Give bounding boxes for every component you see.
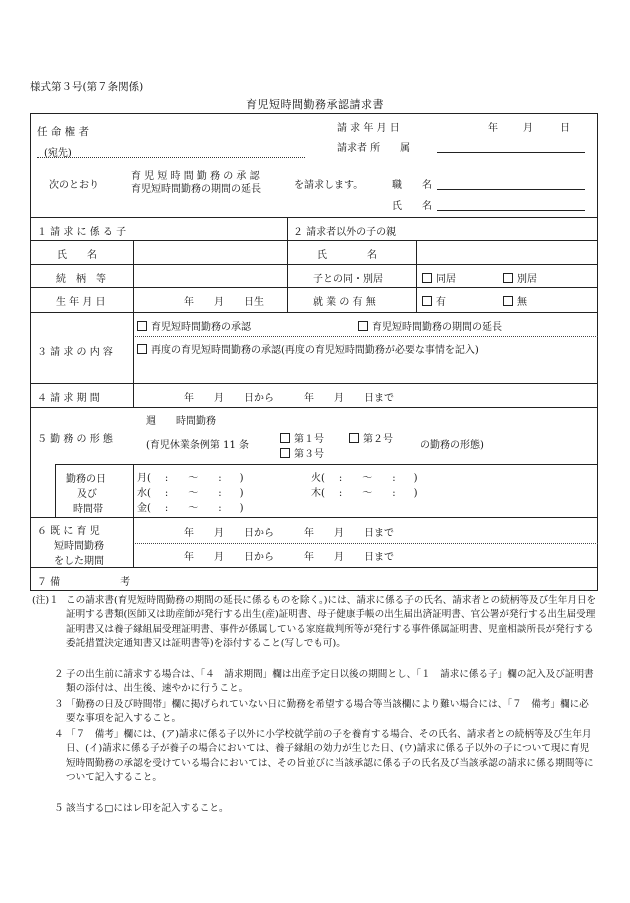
- item1-checkbox[interactable]: [280, 430, 324, 445]
- section7-label: ７ 備 考: [37, 577, 131, 588]
- section5-label: ５ 勤 務 の 形 態: [37, 434, 113, 445]
- position-label: 職 名: [392, 180, 432, 191]
- opt-extension-checkbox[interactable]: [358, 318, 502, 333]
- schedule-label-3: 時間帯: [73, 504, 103, 515]
- note-2-head: ２: [54, 669, 64, 680]
- child-birthdate-label: 生 年 月 日: [56, 297, 106, 308]
- option-extension: 育児短時間勤務の期間の延長: [131, 184, 261, 195]
- time-range: : 〜 :: [164, 488, 222, 499]
- time-range: : 〜 :: [164, 473, 222, 484]
- child-relation-label: 続 柄 等: [56, 274, 106, 285]
- employed-yes-checkbox[interactable]: [422, 293, 446, 308]
- note-5-head: ５: [54, 803, 64, 814]
- schedule-wed[interactable]: [137, 484, 244, 499]
- time-range: : 〜 :: [338, 488, 396, 499]
- cohabit-separate-checkbox[interactable]: [503, 270, 537, 285]
- affiliation-field[interactable]: [437, 152, 585, 153]
- note-1-head: (注)１: [32, 595, 59, 606]
- day-label: 木(: [311, 488, 325, 499]
- name-label: 氏 名: [392, 201, 432, 212]
- option-approval: 育 児 短 時 間 勤 務 の 承 認: [131, 171, 260, 182]
- section6-label-2: 短時間勤務: [54, 541, 104, 552]
- note-3-head: ３: [54, 699, 64, 710]
- employment-label: 就 業 の 有 無: [313, 297, 376, 308]
- schedule-label-2: 及び: [77, 489, 97, 500]
- schedule-mon[interactable]: [137, 469, 244, 484]
- day-label: 月(: [137, 473, 151, 484]
- affiliation-label: 請求者 所 属: [337, 143, 411, 154]
- note-1: この請求書(育児短時間勤務の期間の延長に係るものを除く。)には、請求に係る子の氏名、請求者との続柄等及び生年月日を証明する書類(医師又は助産師が発行する出生(産)証明書、母子健康手帳の出生届出済証明書、官公署が発行する出生届受理証明書又は養子縁組届受理証明書、事件が係属している家庭裁判所等が発行する事件係属証明書、児童相談所長が発行する委託措置決定通知書又は証明書等)を添付すること(写しでも可)。: [66, 595, 597, 649]
- child-birthdate-value: 年 月 日生: [184, 297, 264, 308]
- schedule-thu[interactable]: [311, 484, 418, 499]
- section2-title: ２ 請求者以外の子の親: [293, 227, 397, 238]
- prior-period-1: 年 月 日から 年 月 日まで: [184, 528, 394, 539]
- prior-period-2: 年 月 日から 年 月 日まで: [184, 552, 394, 563]
- day-close: ): [413, 473, 418, 484]
- day-close: ): [239, 473, 244, 484]
- time-range: : 〜 :: [338, 473, 396, 484]
- section3-label: ３ 請 求 の 内 容: [37, 347, 113, 358]
- schedule-label-1: 勤務の日: [66, 474, 106, 485]
- form-suffix: の勤務の形態): [420, 440, 484, 451]
- note-3: 「勤務の日及び時間帯」欄に掲げられていない日に勤務を希望する場合等当該欄により難い場合には、「７ 備考」欄に必要な事項を記入すること。: [66, 699, 589, 725]
- weekly-hours: 週 時間勤務: [146, 416, 216, 427]
- page-title: 育児短時間勤務承認請求書: [246, 98, 384, 111]
- request-month: 月: [523, 123, 533, 134]
- authority-label: 任 命 権 者: [37, 126, 90, 138]
- note-2: 子の出生前に請求する場合は、「４ 請求期間」欄は出産予定日以後の期間とし、「１ 請求に係る子」欄の記入及び証明書類の添付は、出生後、速やかに行うこと。: [66, 669, 594, 695]
- section4-label: ４ 請 求 期 間: [37, 393, 100, 404]
- day-close: ): [239, 488, 244, 499]
- cohabit-separate-label: 別居: [517, 274, 537, 285]
- note-4: 「７ 備考」欄には、(ア)請求に係る子以外に小学校就学前の子を養育する場合、その氏名、請求者との続柄等及び生年月日、(イ)請求に係る子が養子の場合においては、養子縁組の効力が生じた日、(ウ)請求に係る子以外の子について現に育児短時間勤務の承認を受けている場合においては、その旨並びに当該承認に係る子の氏名及び当該承認の請求に係る期間等について記入すること。: [66, 729, 594, 783]
- item3-label: 第３号: [294, 449, 324, 460]
- cohabit-same-label: 同居: [436, 274, 456, 285]
- day-label: 金(: [137, 503, 151, 514]
- schedule-fri[interactable]: [137, 499, 244, 514]
- other-parent-name-label: 氏 名: [317, 250, 377, 261]
- position-field[interactable]: [437, 189, 585, 190]
- section1-title: １ 請 求 に 係 る 子: [37, 227, 127, 238]
- form-id: 様式第３号(第７条関係): [30, 81, 144, 93]
- note-5: 該当する□にはレ印を記入すること。: [66, 803, 229, 814]
- section6-label-1: ６ 既 に 育 児: [37, 526, 100, 537]
- cohabit-same-checkbox[interactable]: [422, 270, 456, 285]
- item2-label: 第２号: [363, 434, 393, 445]
- day-label: 火(: [311, 473, 325, 484]
- ordinance-ref: (育児休業条例第 11 条: [146, 440, 249, 451]
- opt-reapproval-label: 再度の育児短時間勤務の承認(再度の育児短時間勤務が必要な事情を記入): [151, 345, 479, 356]
- employed-yes-label: 有: [436, 297, 446, 308]
- opt-reapproval-checkbox[interactable]: [137, 341, 479, 356]
- item3-checkbox[interactable]: [280, 445, 324, 460]
- request-date-label: 請 求 年 月 日: [337, 123, 400, 134]
- request-year: 年: [488, 123, 498, 134]
- day-close: ): [239, 503, 244, 514]
- opt-approval-checkbox[interactable]: [137, 318, 251, 333]
- note-4-head: ４: [54, 729, 64, 740]
- request-suffix: を請求します。: [294, 180, 364, 191]
- day-close: ): [413, 488, 418, 499]
- time-range: : 〜 :: [164, 503, 222, 514]
- schedule-tue[interactable]: [311, 469, 418, 484]
- opt-extension-label: 育児短時間勤務の期間の延長: [372, 322, 502, 333]
- name-field[interactable]: [437, 210, 585, 211]
- opt-approval-label: 育児短時間勤務の承認: [151, 322, 251, 333]
- item1-label: 第１号: [294, 434, 324, 445]
- request-period-value: 年 月 日から 年 月 日まで: [184, 393, 394, 404]
- day-label: 水(: [137, 488, 151, 499]
- section6-label-3: をした期間: [54, 556, 104, 567]
- addressee: (宛先): [44, 148, 72, 159]
- cohabit-label: 子との同・別居: [313, 274, 383, 285]
- child-name-label: 氏 名: [57, 250, 97, 261]
- request-day: 日: [560, 123, 570, 134]
- as-follows: 次のとおり: [49, 180, 99, 191]
- employed-no-checkbox[interactable]: [503, 293, 527, 308]
- item2-checkbox[interactable]: [349, 430, 393, 445]
- employed-no-label: 無: [517, 297, 527, 308]
